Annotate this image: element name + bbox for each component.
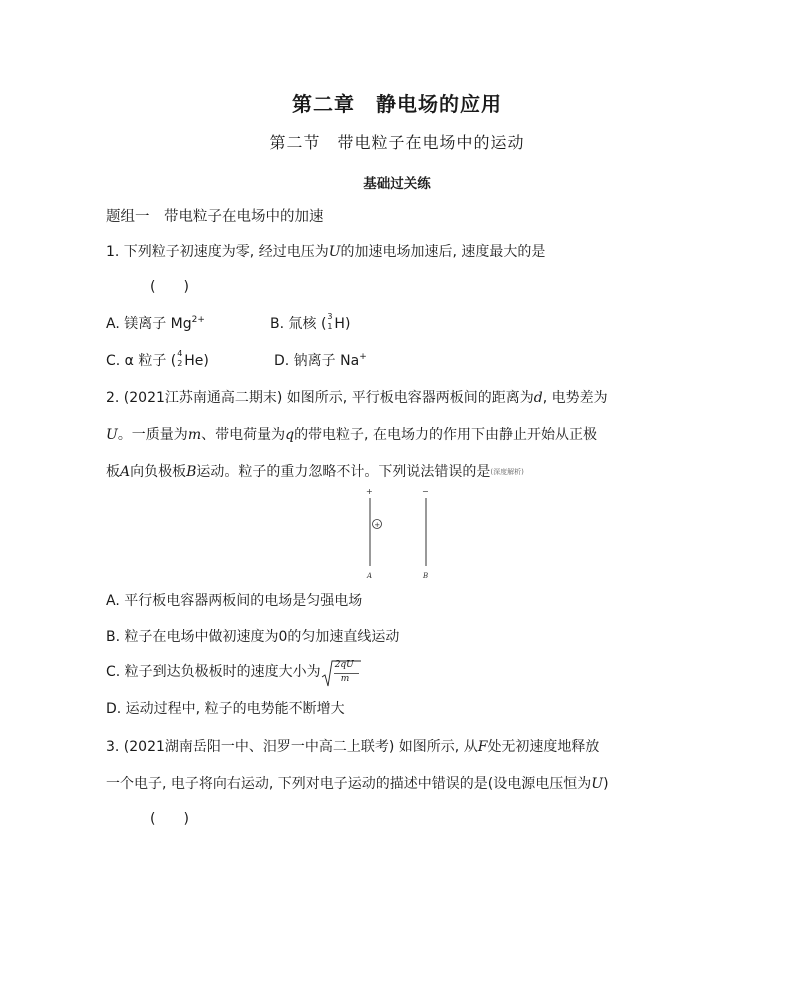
q2-var-d: d bbox=[533, 390, 543, 406]
q1-option-c-text-a: C. α 粒子 ( bbox=[106, 353, 177, 369]
q2-var-q: q bbox=[285, 427, 295, 443]
q1-var-u: U bbox=[328, 244, 341, 260]
section-title: 第二节 带电粒子在电场中的运动 bbox=[269, 133, 525, 152]
question-group-title: 题组一 带电粒子在电场中的加速 bbox=[106, 209, 324, 225]
q2-option-b: B. 粒子在电场中做初速度为0的匀加速直线运动 bbox=[106, 629, 400, 645]
q2-option-c-text: C. 粒子到达负极板时的速度大小为 bbox=[106, 664, 321, 680]
q2-var-a: A bbox=[120, 464, 131, 480]
q2-var-b: B bbox=[186, 464, 197, 480]
q2-var-m: m bbox=[187, 427, 202, 443]
q2-line-1 bbox=[106, 387, 608, 407]
q1-option-d-charge: + bbox=[359, 352, 367, 362]
analysis-tag: (深度解析) bbox=[490, 468, 524, 476]
q1-answer-bracket: ( ) bbox=[150, 279, 189, 295]
q1-option-c bbox=[106, 350, 209, 370]
q1-stem-text-a: 1. 下列粒子初速度为零, 经过电压为 bbox=[106, 244, 329, 260]
chapter-title: 第二章 静电场的应用 bbox=[292, 92, 502, 116]
exercise-subtitle: 基础过关练 bbox=[363, 176, 431, 192]
q3-answer-bracket: ( ) bbox=[150, 811, 189, 827]
q2-var-u: U bbox=[106, 427, 118, 443]
q3-line-2-text-b: ) bbox=[603, 776, 609, 792]
formula-denominator: m bbox=[340, 674, 350, 684]
q1-option-b-atomic-number: 1 bbox=[327, 322, 333, 331]
q1-stem-text-b: 的加速电场加速后, 速度最大的是 bbox=[340, 244, 546, 260]
q2-line-1-text-a: 2. (2021江苏南通高二期末) 如图所示, 平行板电容器两板间的距离为 bbox=[106, 390, 534, 406]
q2-line-2-text-c: 的带电粒子, 在电场力的作用下由静止开始从正极 bbox=[294, 427, 597, 443]
q1-stem bbox=[106, 241, 545, 261]
q2-line-3-text-b: 向负极板 bbox=[130, 464, 187, 480]
negative-sign: − bbox=[422, 487, 429, 496]
q1-option-a bbox=[106, 313, 205, 333]
q2-option-a: A. 平行板电容器两板间的电场是匀强电场 bbox=[106, 593, 363, 609]
q1-option-c-nuclide bbox=[176, 349, 184, 368]
q1-option-a-text: A. 镁离子 Mg bbox=[106, 316, 192, 332]
q1-option-c-text-b: He) bbox=[184, 353, 209, 369]
q1-option-b-mass: 3 bbox=[327, 312, 333, 321]
q3-line-1 bbox=[106, 736, 599, 756]
q3-line-1-text-b: 处无初速度地释放 bbox=[487, 739, 600, 755]
q1-option-b bbox=[270, 313, 350, 333]
q2-line-1-text-b: , 电势差为 bbox=[542, 390, 608, 406]
q2-line-2-text-b: 、带电荷量为 bbox=[201, 427, 286, 443]
q2-line-2-text-a: 。一质量为 bbox=[117, 427, 188, 443]
q1-option-c-mass: 4 bbox=[177, 349, 183, 358]
q2-line-3 bbox=[106, 461, 524, 481]
q1-option-b-text-b: H) bbox=[334, 316, 351, 332]
plate-label-b: B bbox=[423, 572, 429, 580]
q2-line-3-text-a: 板 bbox=[106, 464, 120, 480]
q1-option-b-nuclide bbox=[326, 312, 334, 331]
q1-option-d-text: D. 钠离子 Na bbox=[274, 353, 360, 369]
q3-line-1-text-a: 3. (2021湖南岳阳一中、汨罗一中高二上联考) 如图所示, 从 bbox=[106, 739, 478, 755]
q2-option-c bbox=[106, 660, 363, 688]
q1-option-d bbox=[274, 350, 367, 370]
sqrt-formula bbox=[321, 660, 363, 688]
q1-option-b-text-a: B. 氚核 ( bbox=[270, 316, 327, 332]
plate-label-a: A bbox=[367, 572, 373, 580]
particle-charge-sign: + bbox=[374, 520, 381, 529]
q3-line-2 bbox=[106, 773, 609, 793]
q3-var-f: F bbox=[477, 739, 488, 755]
q1-option-a-charge: 2+ bbox=[191, 315, 205, 325]
capacitor-diagram bbox=[360, 484, 440, 582]
q2-line-3-text-c: 运动。粒子的重力忽略不计。下列说法错误的是 bbox=[196, 464, 491, 480]
q1-option-c-atomic-number: 2 bbox=[177, 359, 183, 368]
q3-line-2-text-a: 一个电子, 电子将向右运动, 下列对电子运动的描述中错误的是(设电源电压恒为 bbox=[106, 776, 592, 792]
formula-numerator: 2qU bbox=[334, 660, 354, 670]
q2-option-d: D. 运动过程中, 粒子的电势能不断增大 bbox=[106, 701, 345, 717]
q3-var-u: U bbox=[591, 776, 604, 792]
capacitor-diagram-svg bbox=[360, 484, 440, 582]
positive-sign: + bbox=[366, 487, 373, 496]
q2-line-2 bbox=[106, 424, 597, 444]
